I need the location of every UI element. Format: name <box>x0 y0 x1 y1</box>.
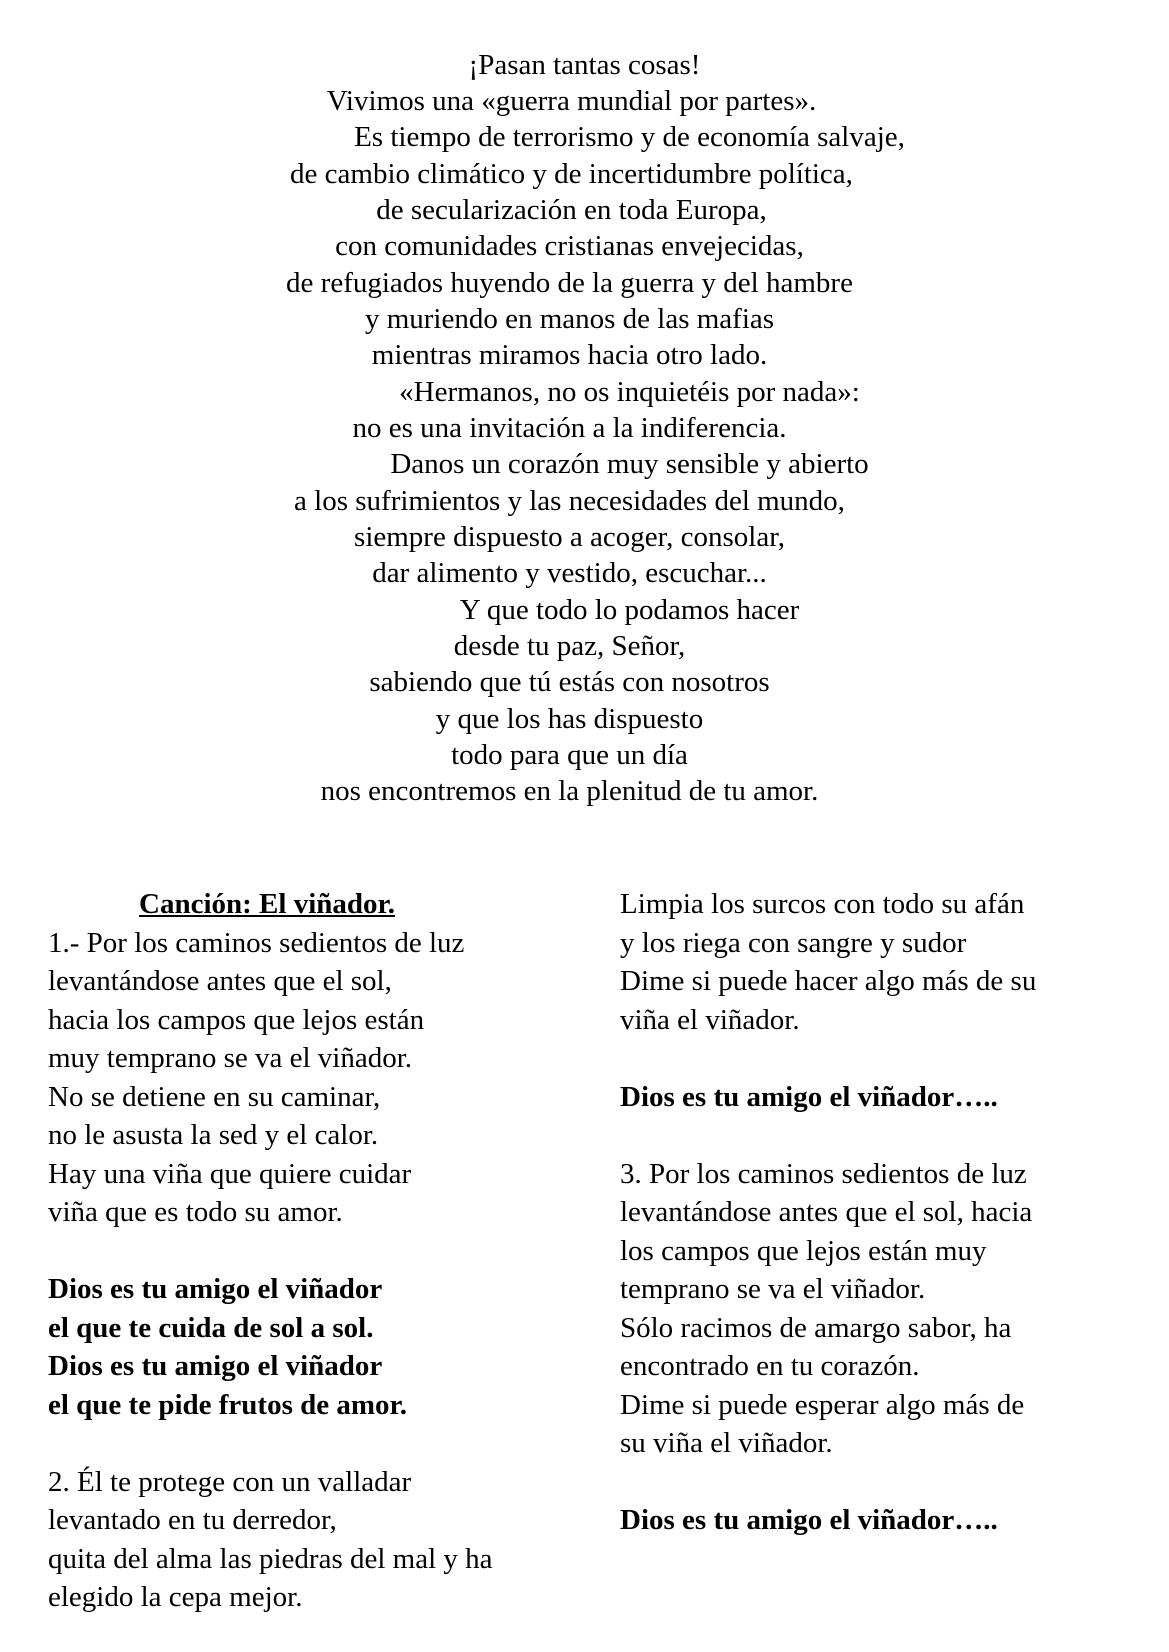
verse-line: 3. Por los caminos sedientos de luz <box>620 1157 1027 1190</box>
poem-line: y que los has dispuesto <box>435 703 704 735</box>
chorus-reference: Dios es tu amigo el viñador….. <box>620 1504 998 1536</box>
verse-line: los campos que lejos están muy <box>620 1234 987 1267</box>
chorus-line: Dios es tu amigo el viñador <box>48 1350 383 1382</box>
verse-line: No se detiene en su caminar, <box>48 1080 381 1113</box>
verse-line: muy temprano se va el viñador. <box>48 1042 413 1074</box>
verse-line: Sólo racimos de amargo sabor, ha <box>620 1311 1012 1344</box>
poem-line: Y que todo lo podamos hacer <box>459 594 800 626</box>
verse-line: hacia los campos que lejos están <box>48 1003 425 1036</box>
chorus-reference: Dios es tu amigo el viñador….. <box>620 1080 998 1113</box>
verse-line: quita del alma las piedras del mal y ha <box>48 1542 493 1575</box>
verse-line: 1.- Por los caminos sedientos de luz <box>48 926 465 959</box>
song-chorus <box>48 1270 588 1424</box>
song-verse-2 <box>48 1463 588 1617</box>
poem-line: «Hermanos, no os inquietéis por nada»: <box>399 376 860 408</box>
poem-line: todo para que un día <box>451 739 688 771</box>
verse-line: su viña el viñador. <box>620 1427 833 1459</box>
verse-line: y los riega con sangre y sudor <box>620 926 967 959</box>
verse-line: levantándose antes que el sol, <box>48 965 392 997</box>
poem-line: ¡Pasan tantas cosas! <box>468 49 701 81</box>
poem-line: mientras miramos hacia otro lado. <box>371 339 768 371</box>
song-left-column <box>48 885 588 1617</box>
poem-line: siempre dispuesto a acoger, consolar, <box>354 521 785 553</box>
chorus-line: el que te cuida de sol a sol. <box>48 1311 374 1344</box>
verse-line: Dime si puede esperar algo más de <box>620 1388 1025 1421</box>
verse-line: viña el viñador. <box>620 1003 800 1036</box>
poem-line: con comunidades cristianas envejecidas, <box>335 230 804 262</box>
verse-line: temprano se va el viñador. <box>620 1273 926 1305</box>
verse-line: 2. Él te protege con un valladar <box>48 1465 412 1498</box>
verse-line: encontrado en tu corazón. <box>620 1350 920 1382</box>
poem-line: Vivimos una «guerra mundial por partes». <box>326 85 817 117</box>
poem-line: de refugiados huyendo de la guerra y del hambre <box>286 267 853 299</box>
poem-line: desde tu paz, Señor, <box>453 630 686 662</box>
song-verse-2-continued <box>620 885 1140 1039</box>
poem-line: Es tiempo de terrorismo y de economía salvaje, <box>354 121 905 153</box>
poem-line: Danos un corazón muy sensible y abierto <box>390 448 869 480</box>
poem-line: sabiendo que tú estás con nosotros <box>369 666 770 698</box>
verse-line: Dime si puede hacer algo más de su <box>620 965 1037 997</box>
verse-line: Hay una viña que quiere cuidar <box>48 1157 412 1190</box>
song-verse-3 <box>620 1155 1140 1463</box>
chorus-line: Dios es tu amigo el viñador <box>48 1273 383 1305</box>
verse-line: levantándose antes que el sol, hacia <box>620 1196 1033 1228</box>
poem-line: y muriendo en manos de las mafias <box>364 303 775 335</box>
poem-line: a los sufrimientos y las necesidades del mundo, <box>294 485 845 517</box>
poem-line: nos encontremos en la plenitud de tu amor. <box>320 775 819 807</box>
verse-line: Limpia los surcos con todo su afán <box>620 888 1025 920</box>
song-verse-1 <box>48 924 588 1232</box>
poem-line: dar alimento y vestido, escuchar... <box>372 557 767 589</box>
song-title: Canción: El viñador. <box>139 888 395 920</box>
verse-line: elegido la cepa mejor. <box>48 1581 303 1613</box>
verse-line: viña que es todo su amor. <box>48 1196 343 1228</box>
poem-line: no es una invitación a la indiferencia. <box>352 412 787 444</box>
song-right-column <box>620 885 1140 1540</box>
verse-line: levantado en tu derredor, <box>48 1504 337 1536</box>
verse-line: no le asusta la sed y el calor. <box>48 1119 379 1151</box>
poem-line: de secularización en toda Europa, <box>376 194 767 226</box>
chorus-line: el que te pide frutos de amor. <box>48 1388 407 1421</box>
poem-line: de cambio climático y de incertidumbre política, <box>290 158 853 190</box>
